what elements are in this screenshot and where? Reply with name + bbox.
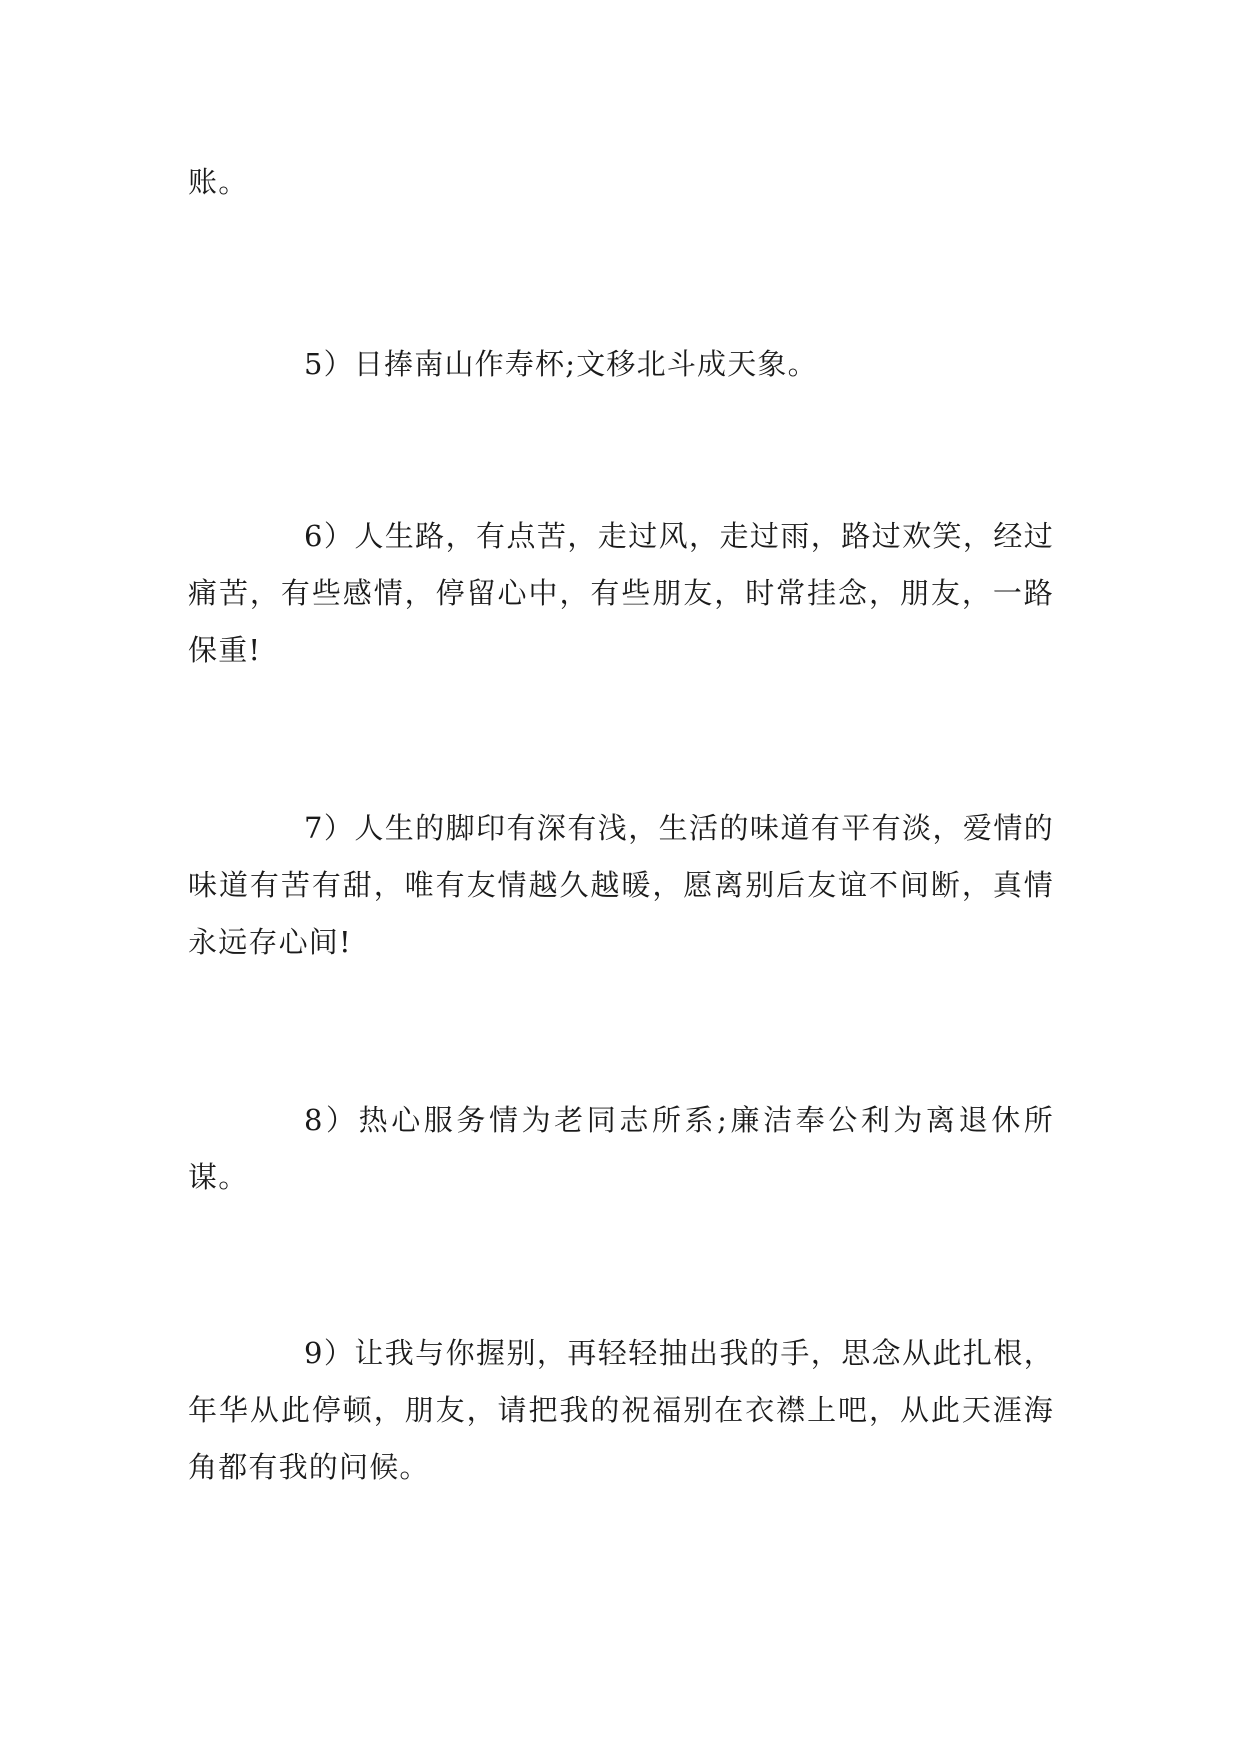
paragraph-item-7: 7）人生的脚印有深有浅，生活的味道有平有淡，爱情的味道有苦有甜，唯有友情越久越暖，愿离别后友谊不间断，真情永远存心间! — [188, 811, 1054, 959]
paragraph-item-8: 8）热心服务情为老同志所系;廉洁奉公利为离退休所谋。 — [188, 1103, 1054, 1194]
paragraph-continuation: 账。 — [188, 165, 249, 199]
paragraph-item-5: 5）日捧南山作寿杯;文移北斗成天象。 — [304, 347, 818, 381]
paragraph-item-9: 9）让我与你握别，再轻轻抽出我的手，思念从此扎根，年华从此停顿，朋友，请把我的祝福别在衣襟上吧，从此天涯海角都有我的问候。 — [188, 1336, 1054, 1484]
paragraph-item-6: 6）人生路，有点苦，走过风，走过雨，路过欢笑，经过痛苦，有些感情，停留心中，有些朋友，时常挂念，朋友，一路保重! — [188, 519, 1054, 667]
